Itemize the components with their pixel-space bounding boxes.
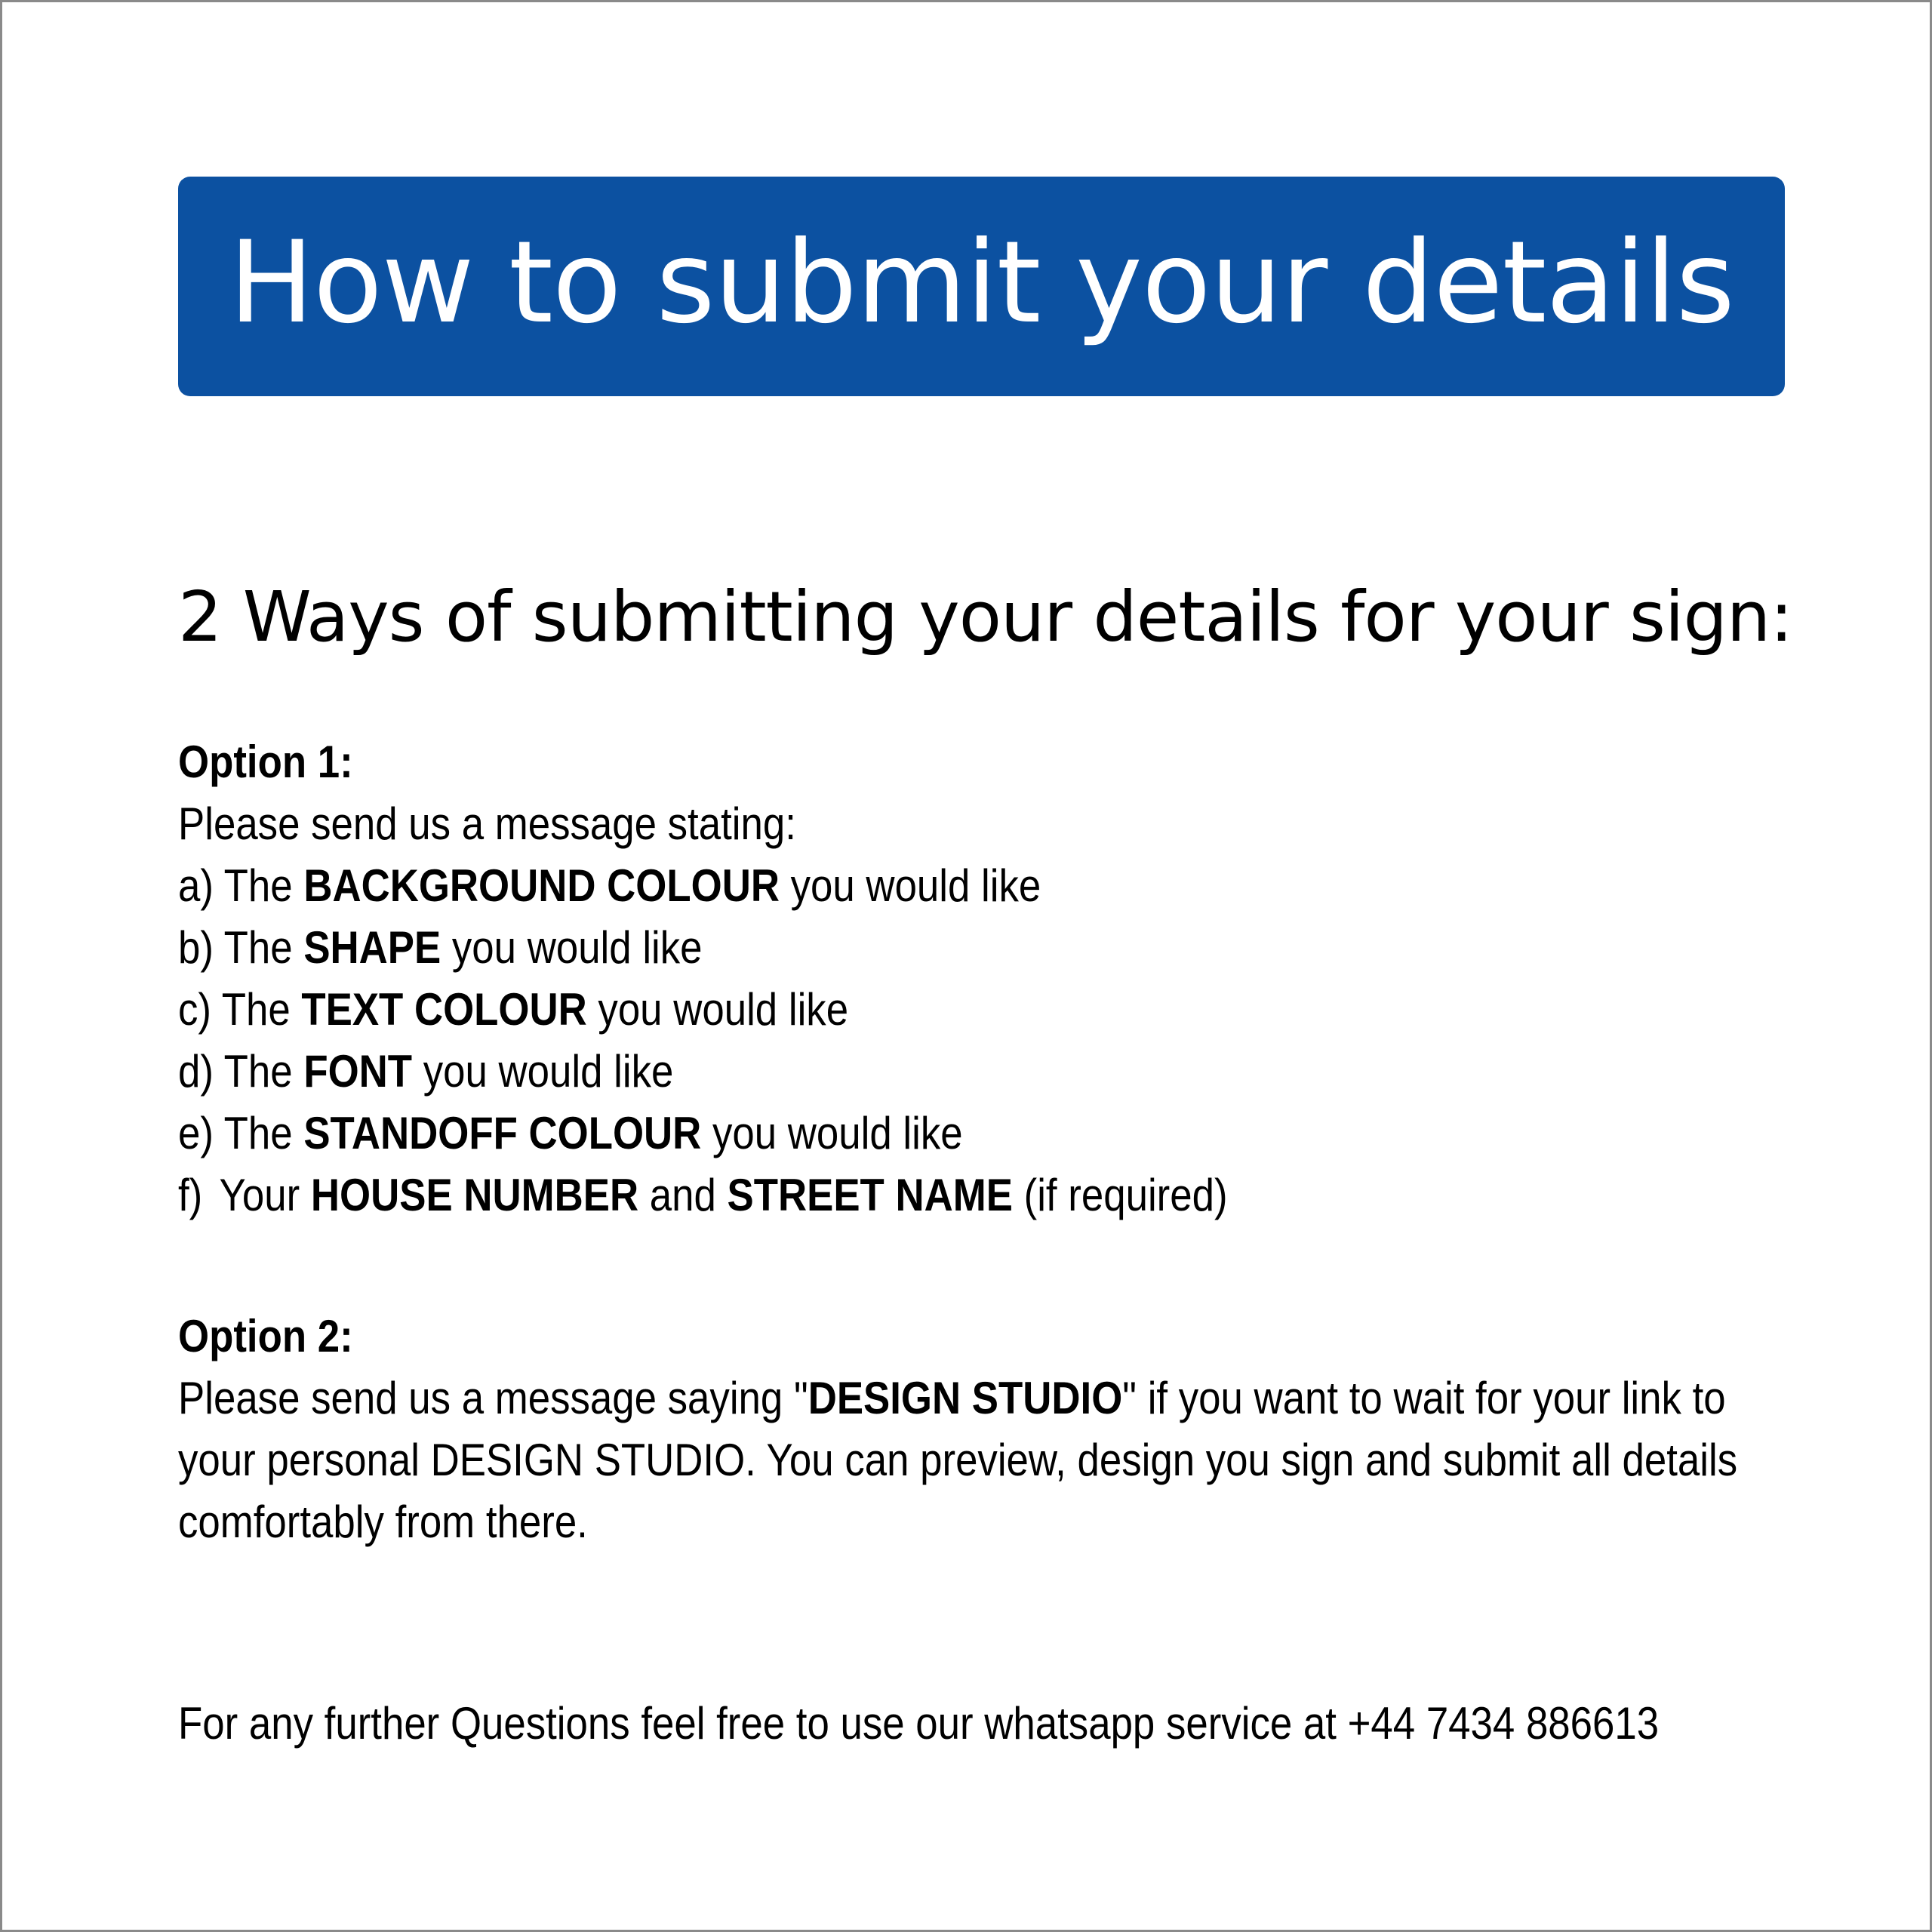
list-item-text-colour: c) The TEXT COLOUR you would like bbox=[178, 984, 849, 1035]
list-item-shape: b) The SHAPE you would like bbox=[178, 922, 703, 973]
list-item-background-colour: a) The BACKGROUND COLOUR you would like bbox=[178, 860, 1041, 911]
option1-heading: Option 1: bbox=[178, 737, 353, 787]
option2-line1: Please send us a message saying "DESIGN STUDIO" if you want to wait for your link to bbox=[178, 1373, 1726, 1423]
list-item-standoff-colour: e) The STANDOFF COLOUR you would like bbox=[178, 1108, 963, 1158]
title-banner bbox=[178, 177, 1785, 396]
subtitle: 2 Ways of submitting your details for your sign: bbox=[178, 577, 1793, 657]
option2-heading: Option 2: bbox=[178, 1311, 353, 1361]
option2-line2: your personal DESIGN STUDIO. You can preview, design you sign and submit all details bbox=[178, 1435, 1738, 1485]
list-item-house-number: f) Your HOUSE NUMBER and STREET NAME (if required) bbox=[178, 1170, 1228, 1220]
option2-line3: comfortably from there. bbox=[178, 1497, 588, 1547]
option2-section bbox=[178, 1306, 1737, 1553]
list-item-font: d) The FONT you would like bbox=[178, 1046, 674, 1097]
footer-contact: For any further Questions feel free to use our whatsapp service at +44 7434 886613 bbox=[178, 1698, 1660, 1749]
page-title: How to submit your details bbox=[229, 217, 1734, 349]
option1-section bbox=[178, 731, 1228, 1226]
option1-intro: Please send us a message stating: bbox=[178, 798, 796, 849]
